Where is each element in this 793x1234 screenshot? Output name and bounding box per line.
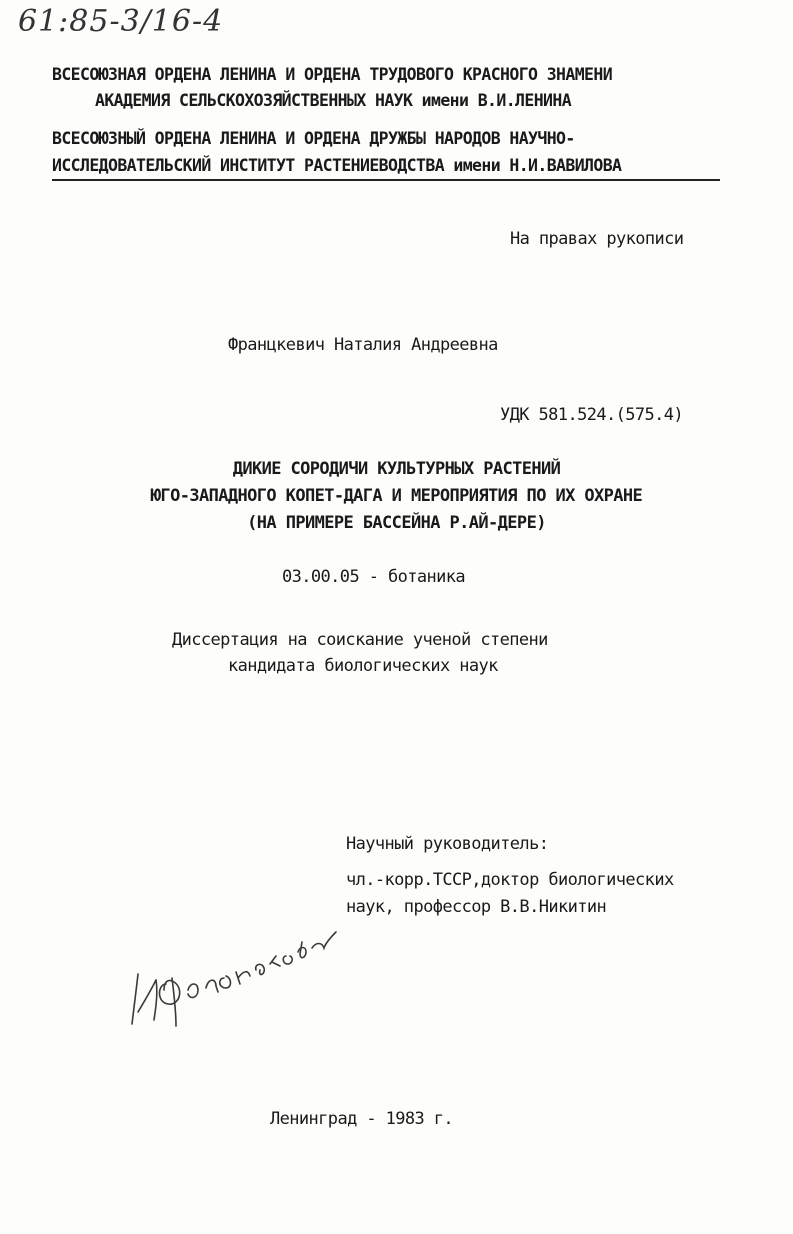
specialty: 03.00.05 - ботаника [282,567,466,587]
header-underline [52,179,720,181]
udk-code: УДК 581.524.(575.4) [500,405,684,425]
handwritten-signature [118,912,348,1032]
footer-place-year: Ленинград - 1983 г. [270,1109,454,1129]
title-line-2: ЮГО-ЗАПАДНОГО КОПЕТ-ДАГА И МЕРОПРИЯТИЯ ПО ИХ ОХРАНЕ [150,486,643,506]
author-name: Францкевич Наталия Андреевна [228,335,498,355]
signature-text: Н.Францкевич [118,912,126,913]
header-line-3: ВСЕСОЮЗНЫЙ ОРДЕНА ЛЕНИНА И ОРДЕНА ДРУЖБЫ НАРОДОВ НАУЧНО- [52,129,575,148]
header-line-4: ИССЛЕДОВАТЕЛЬСКИЙ ИНСТИТУТ РАСТЕНИЕВОДСТВА имени Н.И.ВАВИЛОВА [52,156,622,175]
supervisor-line-2: наук, профессор В.В.Никитин [346,897,607,917]
header-line-2: АКАДЕМИЯ СЕЛЬСКОХОЗЯЙСТВЕННЫХ НАУК имени В.И.ЛЕНИНА [95,91,572,110]
degree-line-2: кандидата биологических наук [228,656,498,676]
rights-notice: На правах рукописи [510,229,684,249]
title-line-3: (НА ПРИМЕРЕ БАССЕЙНА Р.АЙ-ДЕРЕ) [247,513,546,533]
header-line-1: ВСЕСОЮЗНАЯ ОРДЕНА ЛЕНИНА И ОРДЕНА ТРУДОВОГО КРАСНОГО ЗНАМЕНИ [52,65,613,84]
supervisor-label: Научный руководитель: [346,834,549,854]
title-line-1: ДИКИЕ СОРОДИЧИ КУЛЬТУРНЫХ РАСТЕНИЙ [232,459,561,479]
archive-code: 61:85-3/16-4 [18,4,224,39]
supervisor-line-1: чл.-корр.ТССР,доктор биологических [346,870,674,890]
degree-line-1: Диссертация на соискание ученой степени [172,630,548,650]
